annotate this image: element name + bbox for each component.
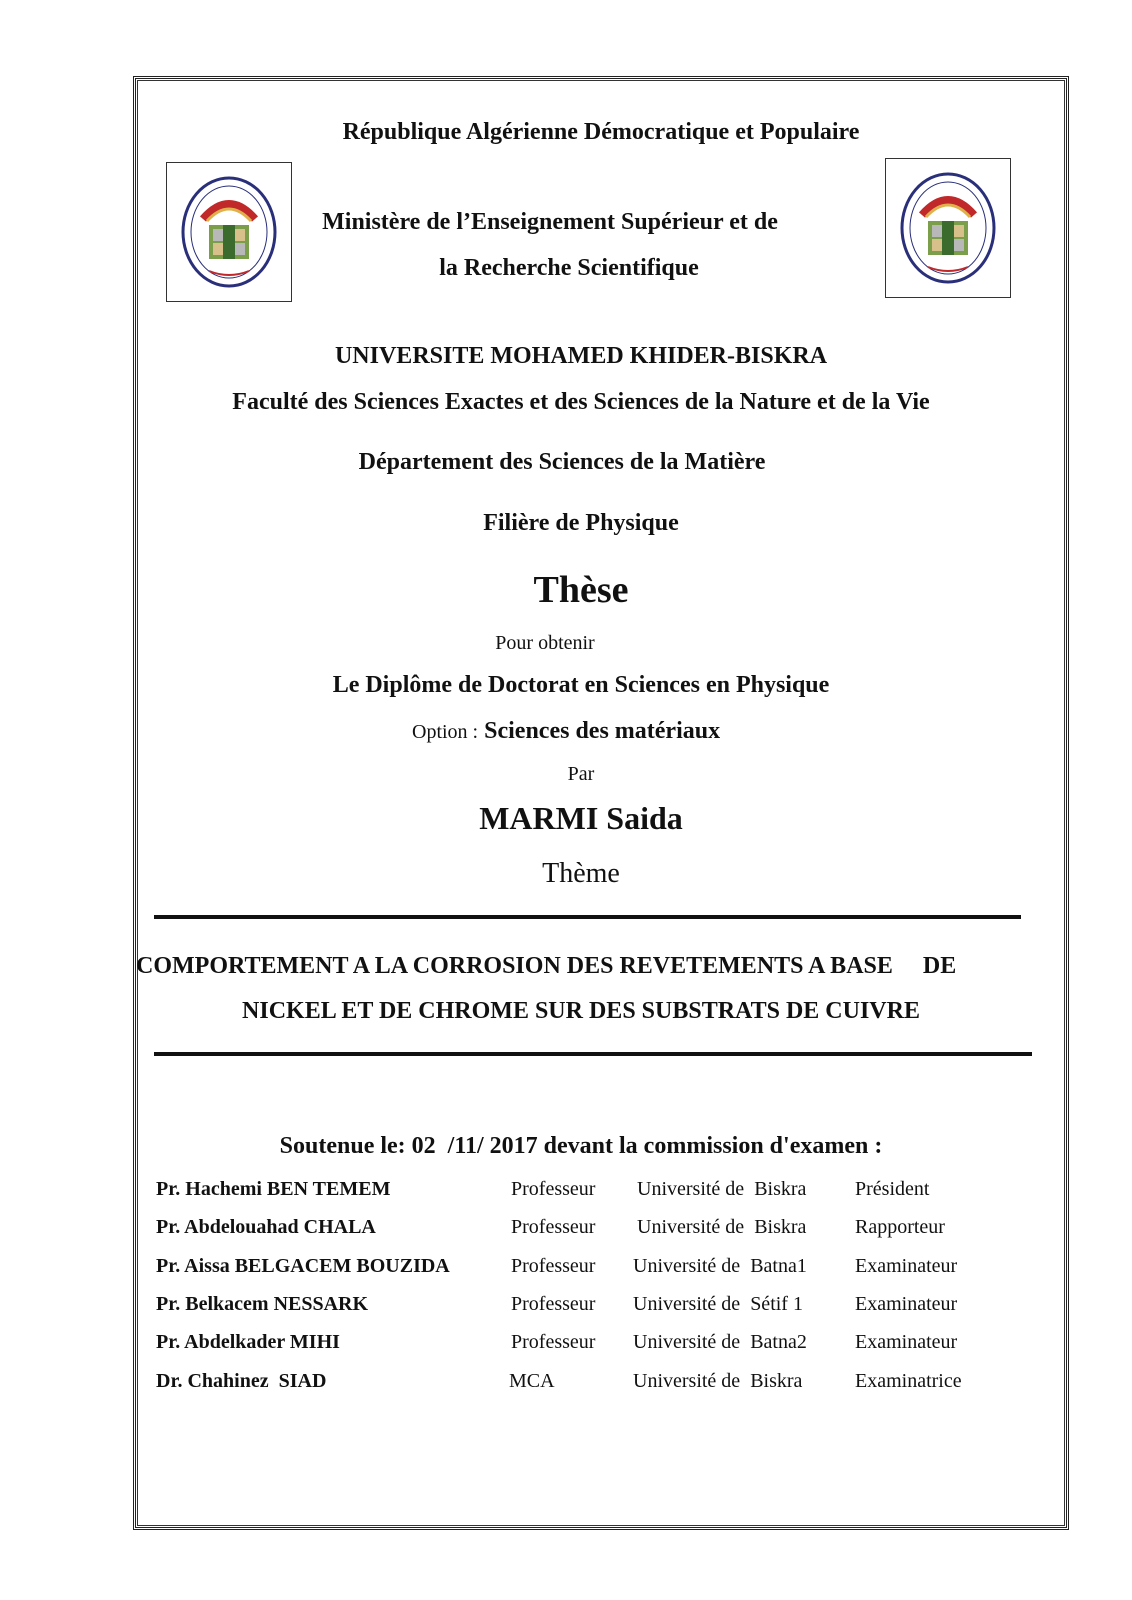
- university-seal-icon: [179, 175, 279, 289]
- option-line: [412, 718, 720, 745]
- jury-institution: Université de Biskra: [637, 1178, 807, 1200]
- jury-role: Examinateur: [855, 1255, 958, 1277]
- faculty-name: Faculté des Sciences Exactes et des Sciences de la Nature et de la Vie: [232, 389, 930, 415]
- jury-grade: MCA: [509, 1370, 555, 1392]
- option-label: Option :: [412, 721, 479, 743]
- jury-name: Pr. Hachemi BEN TEMEM: [156, 1178, 391, 1200]
- ministry-line-2: la Recherche Scientifique: [439, 255, 699, 281]
- jury-name: Pr. Abdelkader MIHI: [156, 1331, 340, 1353]
- department-name: Département des Sciences de la Matière: [358, 449, 766, 475]
- jury-role: Examinatrice: [855, 1370, 962, 1392]
- pour-obtenir: Pour obtenir: [495, 632, 595, 654]
- jury-name: Pr. Belkacem NESSARK: [156, 1293, 369, 1315]
- title-rule-bottom: [154, 1052, 1032, 1056]
- university-name: UNIVERSITE MOHAMED KHIDER-BISKRA: [334, 343, 828, 369]
- par-label: Par: [567, 763, 595, 785]
- author-name: MARMI Saida: [479, 800, 683, 836]
- thesis-title-line-2: NICKEL ET DE CHROME SUR DES SUBSTRATS DE CUIVRE: [242, 998, 920, 1024]
- jury-institution: Université de Batna2: [633, 1331, 807, 1353]
- ministry-line-1: Ministère de l’Enseignement Supérieur et de: [322, 209, 778, 235]
- jury-institution: Université de Batna1: [633, 1255, 807, 1277]
- option-value: Sciences des matériaux: [484, 718, 721, 744]
- jury-grade: Professeur: [511, 1331, 596, 1353]
- jury-role: Président: [855, 1178, 930, 1200]
- thesis-type: Thèse: [533, 569, 629, 611]
- jury-name: Pr. Abdelouahad CHALA: [156, 1216, 376, 1238]
- jury-grade: Professeur: [511, 1255, 596, 1277]
- theme-label: Thème: [542, 858, 620, 889]
- republic-heading: République Algérienne Démocratique et Populaire: [342, 119, 860, 145]
- jury-role: Rapporteur: [855, 1216, 945, 1238]
- left-logo: [166, 162, 292, 302]
- jury-name: Dr. Chahinez SIAD: [156, 1370, 327, 1392]
- jury-institution: Université de Biskra: [633, 1370, 803, 1392]
- jury-grade: Professeur: [511, 1178, 596, 1200]
- jury-grade: Professeur: [511, 1293, 596, 1315]
- university-seal-icon: [898, 171, 998, 285]
- jury-institution: Université de Sétif 1: [633, 1293, 803, 1315]
- jury-name: Pr. Aissa BELGACEM BOUZIDA: [156, 1255, 450, 1277]
- right-logo: [885, 158, 1011, 298]
- thesis-title-line-1: COMPORTEMENT A LA CORROSION DES REVETEMENTS A BASE DE: [136, 953, 957, 979]
- jury-grade: Professeur: [511, 1216, 596, 1238]
- jury-role: Examinateur: [855, 1293, 958, 1315]
- jury-institution: Université de Biskra: [637, 1216, 807, 1238]
- jury-role: Examinateur: [855, 1331, 958, 1353]
- defense-heading: Soutenue le: 02 /11/ 2017 devant la commission d'examen :: [279, 1133, 883, 1159]
- title-rule-top: [154, 915, 1021, 919]
- filiere-name: Filière de Physique: [483, 510, 679, 536]
- diploma-name: Le Diplôme de Doctorat en Sciences en Physique: [332, 672, 830, 698]
